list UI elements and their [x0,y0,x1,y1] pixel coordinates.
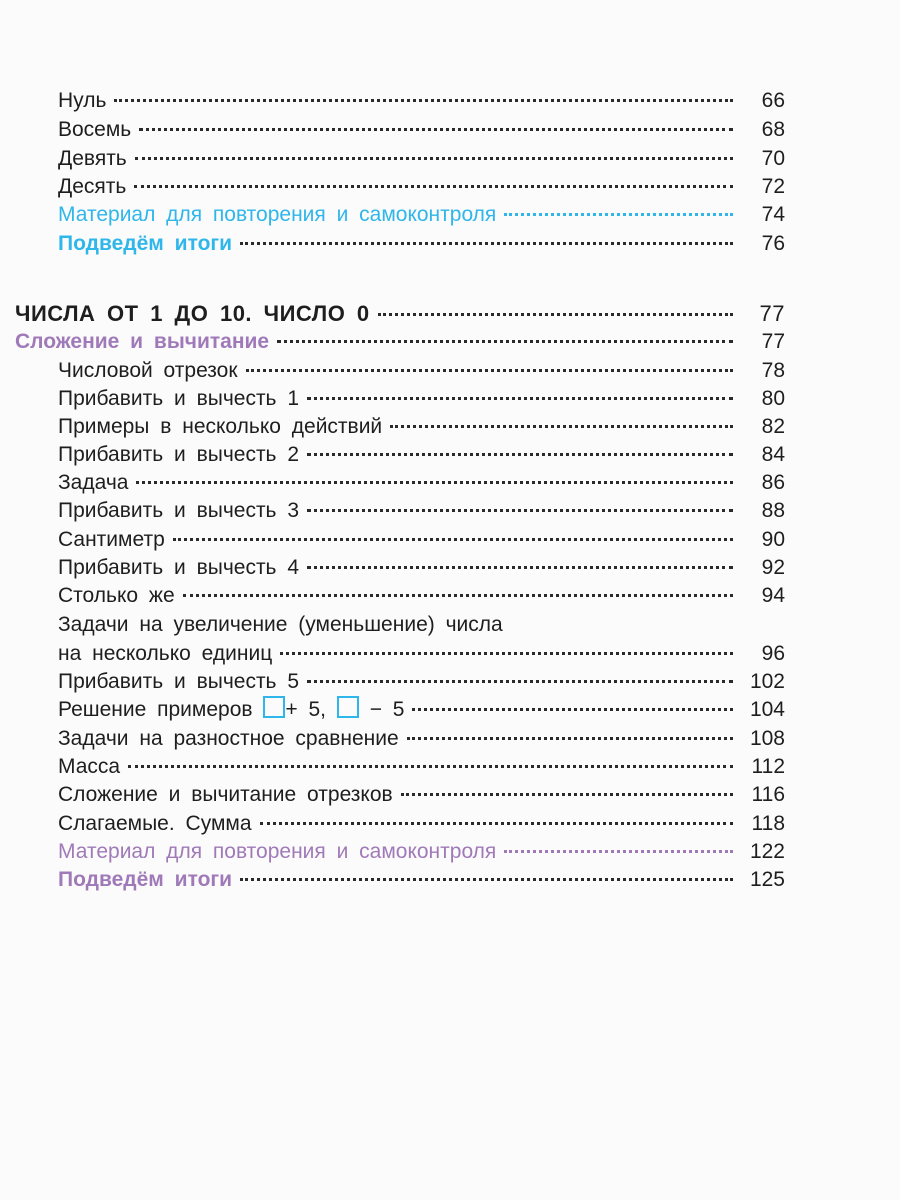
toc-entry-label: Материал для повторения и самоконтроля [58,840,497,863]
leader-dots [307,509,733,512]
toc-entry[interactable] [0,116,900,144]
toc-entry-page: 90 [761,528,785,551]
leader-dots [401,793,733,796]
subchapter-title: Сложение и вычитание [15,330,270,353]
toc-entry-label: Подведём итоги [58,868,233,891]
toc-entry-page: 70 [761,147,785,170]
toc-entry-label: на несколько единиц [58,642,273,665]
toc-entry-page: 88 [761,499,785,522]
toc-entry-label: Задачи на разностное сравнение [58,727,399,750]
toc-entry[interactable] [0,469,900,497]
toc-entry[interactable] [0,753,900,781]
toc-entry-summary[interactable] [0,866,900,894]
toc-entry-page: 102 [749,670,785,693]
toc-entry[interactable] [0,145,900,173]
toc-entry-label: Числовой отрезок [58,359,238,382]
toc-entry-label: Прибавить и вычесть 3 [58,499,300,522]
toc-entry-label: Задачи на увеличение (уменьшение) числа [58,613,503,636]
toc-entry[interactable] [0,554,900,582]
toc-entry[interactable] [0,357,900,385]
subchapter-page: 77 [761,330,785,353]
toc-entry-page: 118 [751,812,785,835]
leader-dots [307,680,733,683]
empty-box-icon [337,696,359,718]
leader-dots [240,242,733,245]
leader-dots [128,765,733,768]
toc-entry-page: 125 [749,868,785,891]
leader-dots [134,185,733,188]
leader-dots [183,594,733,597]
toc-entry[interactable] [0,725,900,753]
leader-dots [139,128,733,131]
toc-entry-label: Прибавить и вычесть 2 [58,443,300,466]
solve-prefix: Решение примеров [58,698,253,721]
toc-entry-page: 76 [761,232,785,255]
toc-entry-label: Восемь [58,118,132,141]
leader-dots [240,878,733,881]
toc-entry-review[interactable] [0,838,900,866]
toc-entry[interactable] [0,781,900,809]
toc-entry-label: Сложение и вычитание отрезков [58,783,393,806]
leader-dots [307,397,733,400]
toc-entry-page: 96 [761,642,785,665]
toc-entry-page: 94 [761,584,785,607]
toc-entry-page: 116 [751,783,785,806]
chapter-title: ЧИСЛА ОТ 1 ДО 10. ЧИСЛО 0 [15,301,370,326]
leader-dots [277,340,733,343]
leader-dots [407,737,733,740]
toc-entry-page: 82 [761,415,785,438]
leader-dots [504,213,733,216]
toc-entry[interactable] [0,668,900,696]
toc-chapter-heading[interactable] [0,300,900,328]
toc-subchapter-heading[interactable] [0,328,900,356]
toc-entry-page: 68 [761,118,785,141]
toc-entry-page: 92 [761,556,785,579]
leader-dots [135,157,733,160]
toc-entry-page: 104 [749,698,785,721]
toc-entry-page: 84 [761,443,785,466]
toc-entry[interactable] [0,526,900,554]
leader-dots [307,453,733,456]
toc-entry-label: Слагаемые. Сумма [58,812,252,835]
leader-dots [504,850,733,853]
toc-entry-page: 80 [761,387,785,410]
toc-entry[interactable] [0,87,900,115]
toc-entry-label: Девять [58,147,127,170]
toc-entry-label: Масса [58,755,121,778]
toc-entry-review[interactable] [0,201,900,229]
leader-dots [280,652,733,655]
toc-entry-page: 122 [749,840,785,863]
toc-entry-label: Задача [58,471,129,494]
toc-entry-line1[interactable] [0,611,900,639]
toc-entry-page: 72 [761,175,785,198]
leader-dots [378,313,733,316]
toc-entry-label: Десять [58,175,127,198]
toc-entry[interactable] [0,173,900,201]
toc-entry-line2[interactable] [0,640,900,668]
toc-entry-page: 78 [761,359,785,382]
toc-entry[interactable] [0,582,900,610]
leader-dots [307,566,733,569]
toc-entry-page: 74 [761,203,785,226]
toc-entry-page: 66 [761,89,785,112]
toc-entry[interactable] [0,385,900,413]
leader-dots [173,538,733,541]
toc-entry-label: Сантиметр [58,528,165,551]
toc-entry[interactable] [0,497,900,525]
toc-entry-label: Прибавить и вычесть 5 [58,670,300,693]
leader-dots [390,425,733,428]
solve-part1: + 5, [285,698,327,721]
toc-entry-page: 108 [749,727,785,750]
toc-entry-label: Столько же [58,584,175,607]
toc-entry-label: Подведём итоги [58,232,233,255]
leader-dots [246,369,733,372]
toc-entry-label: Нуль [58,89,107,112]
leader-dots [136,481,733,484]
toc-entry-label: Прибавить и вычесть 4 [58,556,300,579]
toc-entry-label: Материал для повторения и самоконтроля [58,203,497,226]
toc-entry-label [58,696,404,724]
toc-entry-page: 112 [751,755,785,778]
leader-dots [260,822,733,825]
toc-entry-solve-examples[interactable] [0,696,900,724]
toc-entry-label: Прибавить и вычесть 1 [58,387,300,410]
toc-entry-label: Примеры в несколько действий [58,415,383,438]
toc-entry-summary[interactable] [0,230,900,258]
solve-part2: − 5 [369,698,405,721]
toc-entry[interactable] [0,413,900,441]
chapter-page: 77 [759,301,785,326]
toc-entry[interactable] [0,810,900,838]
empty-box-icon [263,696,285,718]
toc-entry[interactable] [0,441,900,469]
leader-dots [114,99,733,102]
leader-dots [412,708,733,711]
toc-entry-page: 86 [761,471,785,494]
